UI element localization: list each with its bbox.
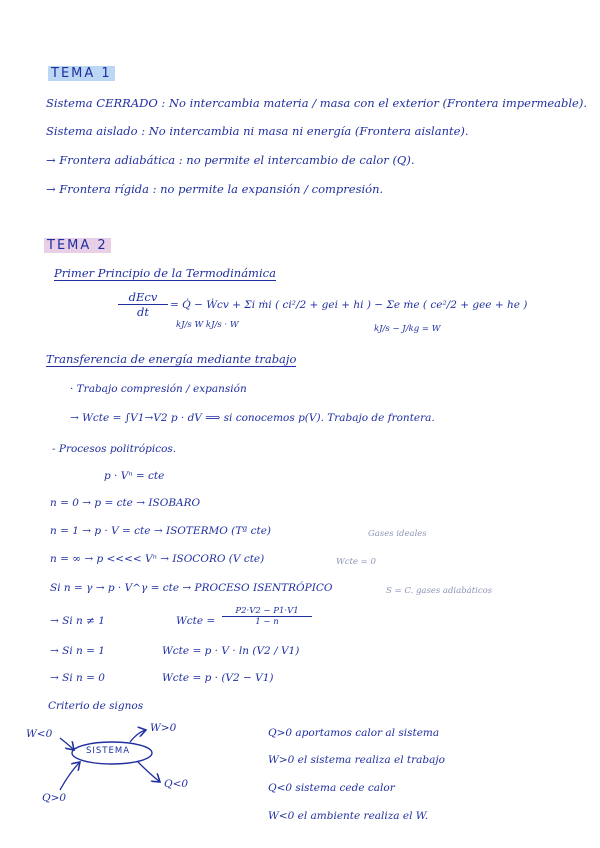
equation-rhs: = Q̇ − Ẇcv + Σi ṁi ( ci²/2 + gei + hi ) − Σe ṁe ( ce²/2 + gee + he ) xyxy=(170,299,528,311)
tema1-line-closed-system: Sistema CERRADO : No intercambia materia / masa con el exterior (Frontera impermeable). xyxy=(46,96,587,110)
equation-lhs-numerator: dEcv xyxy=(118,290,168,305)
arrow-q-positive xyxy=(60,762,80,790)
work-case-n-ne-1-label: Wcte = xyxy=(176,615,216,627)
polytropic-equation: p · Vⁿ = cte xyxy=(104,470,165,482)
work-case-n-ne-1-condition: → Si n ≠ 1 xyxy=(50,615,105,627)
sign-criterion-title: Criterio de signos xyxy=(48,700,144,712)
work-case-n-ne-1-numerator: P2·V2 − P1·V1 xyxy=(222,606,312,617)
case-isothermal: n = 1 → p · V = cte → ISOTERMO (Tª cte) xyxy=(50,525,272,537)
equation-lhs xyxy=(118,290,168,319)
diagram-w-negative: W<0 xyxy=(26,728,53,740)
diagram-q-positive: Q>0 xyxy=(42,792,67,804)
tema1-heading: TEMA 1 xyxy=(48,66,115,81)
arrow-w-positive xyxy=(130,730,146,742)
tema1-line-rigid: → Frontera rígida : no permite la expansión / compresión. xyxy=(46,182,384,196)
work-case-n-ne-1-fraction xyxy=(222,606,312,627)
sign-rule-w-negative: W<0 el ambiente realiza el W. xyxy=(268,810,429,822)
tema2-heading: TEMA 2 xyxy=(44,238,111,253)
first-principle-title: Primer Principio de la Termodinámica xyxy=(54,266,276,280)
tema1-line-isolated-system: Sistema aislado : No intercambia ni masa ni energía (Frontera aislante). xyxy=(46,124,469,138)
work-case-n-eq-0-condition: → Si n = 0 xyxy=(50,672,105,684)
note-adiabatic-gases: S = C. gases adiabáticos xyxy=(386,586,493,596)
diagram-w-positive: W>0 xyxy=(150,722,177,734)
work-case-n-ne-1-denominator: 1 − n xyxy=(255,617,279,627)
tema1-line-adiabatic: → Frontera adiabática : no permite el intercambio de calor (Q). xyxy=(46,153,415,167)
case-isobaric: n = 0 → p = cte → ISOBARO xyxy=(50,497,201,509)
work-transfer-title: Transferencia de energía mediante trabajo xyxy=(46,352,297,366)
sign-rule-w-positive: W>0 el sistema realiza el trabajo xyxy=(268,754,445,766)
polytropic-title: - Procesos politrópicos. xyxy=(52,443,177,455)
diagram-center-label: SISTEMA xyxy=(86,746,131,756)
equation-lhs-denominator: dt xyxy=(137,305,149,319)
work-case-n-eq-0-formula: Wcte = p · (V2 − V1) xyxy=(162,672,274,684)
work-formula: → Wcte = ∫V1→V2 p · dV ⟹ si conocemos p(V). Trabajo de frontera. xyxy=(70,412,435,424)
work-case-n-eq-1-formula: Wcte = p · V · ln (V2 / V1) xyxy=(162,645,300,657)
diagram-q-negative: Q<0 xyxy=(164,778,189,790)
note-work-zero: Wcte = 0 xyxy=(336,557,376,567)
work-case-n-eq-1-condition: → Si n = 1 xyxy=(50,645,105,657)
bullet-compression: · Trabajo compresión / expansión xyxy=(70,383,247,395)
note-ideal-gases: Gases ideales xyxy=(368,529,427,539)
arrow-q-negative xyxy=(138,762,160,782)
equation-units-left: kJ/s W kJ/s · W xyxy=(176,320,239,330)
equation-units-right: kJ/s − J/kg = W xyxy=(374,324,441,334)
arrow-w-negative xyxy=(60,738,74,750)
sign-rule-q-positive: Q>0 aportamos calor al sistema xyxy=(268,727,440,739)
case-isochoric: n = ∞ → p <<<< Vⁿ → ISOCORO (V cte) xyxy=(50,553,265,565)
case-isentropic: Si n = γ → p · V^γ = cte → PROCESO ISENTRÓPICO xyxy=(50,582,333,594)
sign-rule-q-negative: Q<0 sistema cede calor xyxy=(268,782,395,794)
